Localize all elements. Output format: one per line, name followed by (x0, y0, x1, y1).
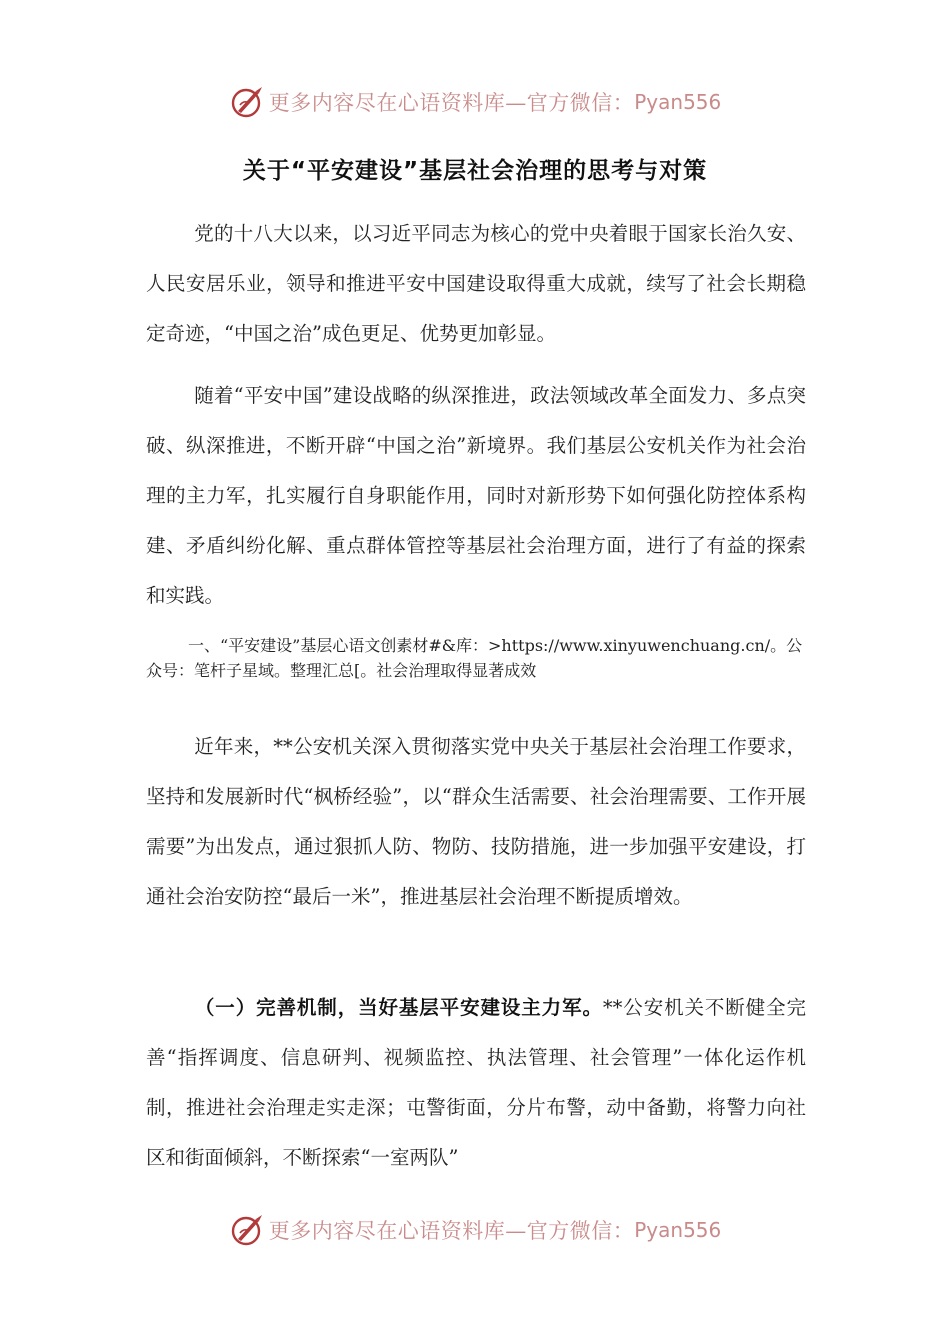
paragraph-2-text: 随着“平安中国”建设战略的纵深推进，政法领域改革全面发力、多点突破、纵深推进，不断开辟“中国之治”新境界。我们基层公安机关作为社会治理的主力军，扎实履行自身职能作用，同时对新形势下如何强化防控体系构建、矛盾纠纷化解、重点群体管控等基层社会治理方面，进行了有益的探索和实践。 (146, 384, 806, 607)
paragraph-4 (146, 983, 806, 1183)
paragraph-3 (146, 722, 806, 922)
banner-text: 更多内容尽在心语资料库—官方微信： (268, 1219, 635, 1243)
section-heading-text: 一、“平安建设”基层心语文创素材#&库：>https://www.xinyuwenchuang.cn/。公众号：笔杆子星域。整理汇总[。社会治理取得显著成效 (146, 636, 803, 680)
quill-pen-circle-icon (229, 84, 265, 120)
header-watermark-banner (0, 80, 950, 124)
document-title: 关于“平安建设”基层社会治理的思考与对策 (242, 158, 708, 184)
section-heading (146, 633, 810, 683)
paragraph-1 (146, 209, 806, 359)
subsection-heading: （一）完善机制，当好基层平安建设主力军。 (194, 996, 603, 1019)
paragraph-4-text: **公安机关不断健全完善“指挥调度、信息研判、视频监控、执法管理、社会管理”一体化运作机制，推进社会治理走实走深；屯警街面，分片布警，动中备勤，将警力向社区和街面倾斜，不断探索“一室两队” (146, 996, 806, 1169)
banner-wechat-id: Pyan556 (634, 1218, 722, 1242)
paragraph-3-text: 近年来，**公安机关深入贯彻落实党中央关于基层社会治理工作要求，坚持和发展新时代“枫桥经验”，以“群众生活需要、社会治理需要、工作开展需要”为出发点，通过狠抓人防、物防、技防措施，进一步加强平安建设，打通社会治安防控“最后一米”，推进基层社会治理不断提质增效。 (146, 735, 806, 908)
paragraph-1-text: 党的十八大以来，以习近平同志为核心的党中央着眼于国家长治久安、人民安居乐业，领导和推进平安中国建设取得重大成就，续写了社会长期稳定奇迹，“中国之治”成色更足、优势更加彰显。 (146, 222, 806, 345)
footer-watermark-banner (0, 1208, 950, 1252)
banner-wechat-id: Pyan556 (634, 90, 722, 114)
paragraph-2 (146, 371, 806, 621)
quill-pen-circle-icon (229, 1212, 265, 1248)
banner-text: 更多内容尽在心语资料库—官方微信： (268, 91, 635, 115)
